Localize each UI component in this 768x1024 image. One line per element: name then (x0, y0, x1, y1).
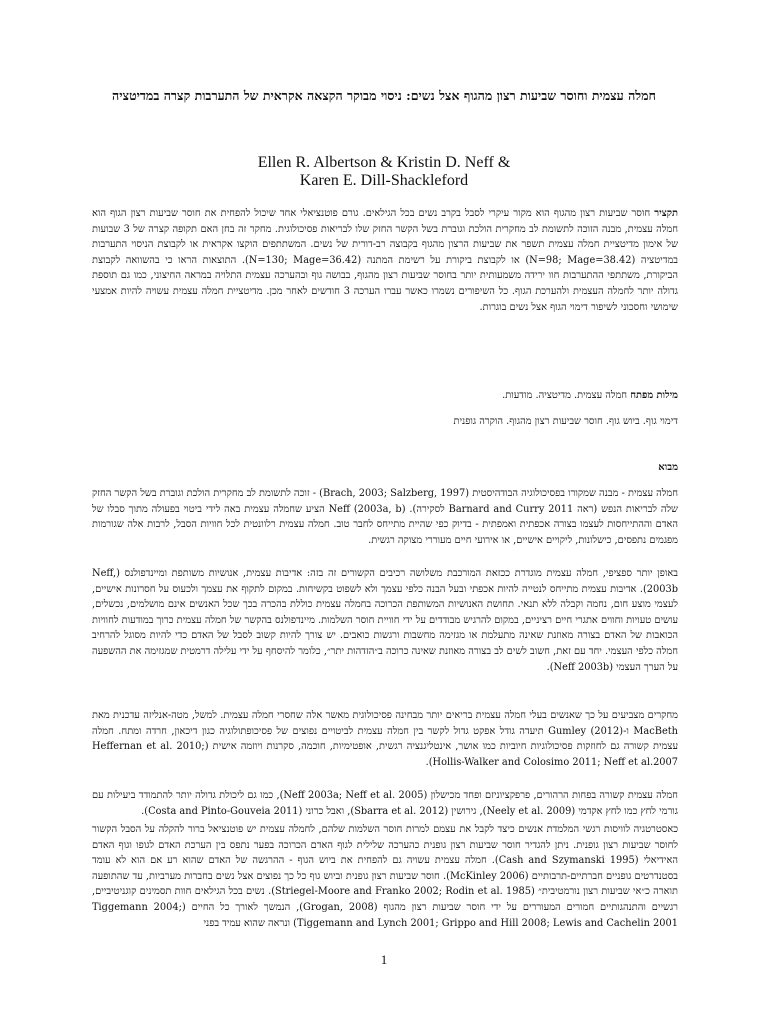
intro-heading: מבוא (658, 462, 678, 473)
page-number: 1 (380, 952, 388, 967)
keywords-continued (92, 414, 678, 434)
abstract (92, 206, 678, 366)
intro-paragraph-5: כאסטרטגיה לוויסות רגשי המלמדת אנשים כיצד לקבל את עצמם למרות חוסר השלמות שלהם, לחמלה עצמית יש פוטנציאל ברור להקלה על הסבל הקשור לחוסר שביעות רצון גופנית. ניתן להגדיר חוסר שביעות רצון גופנית כהערכה שלילית לגוף האדם הכרוכה בפער נתפס בין הערכת האדם לגופו וגוף האדם האידיאלי (Cash and Szymanski 1995). חמלה עצמית עשויה גם להפחית את ביוש הגוף - ההרגשה של האדם שהוא רע אם הוא לא עומד בסטנדרטים גופניים חברתיים-תרבותיים (McKinley 2006). חוסר שביעות רצון גופנית וביוש גוף כל כך נפוצים אצל נשים בחברות מערביות, עד שהתופעה תוארה כ״אי שביעות רצון נורמטיבית״ (Striegel-Moore and Franko 2002; Rodin et al. 1985). נשים בכל הגילאים חוות תסמינים קוגניטיביים, רגשיים והתנהגותיים חמורים המעוררים על ידי חוסר שביעות רצון מהגוף (Grogan, 2008), הנמשך לאורך כל החיים (Tiggemann 2004; Tiggemann and Lynch 2001; Grippo and Hill 2008; Lewis and Cachelin 2001) ונראה שהוא עמיד בפני (92, 824, 678, 929)
paper-title: חמלה עצמית וחוסר שביעות רצון מהגוף אצל נשים: ניסוי מבוקר הקצאה אקראית של התערבות קצרה במדיטציה (112, 88, 656, 103)
keywords-label: מילות מפתח (630, 390, 678, 401)
intro-paragraph-4: חמלה עצמית קשורה בפחות הרהורים, פרפקציוניזם ופחד מכישלון (Neff 2003a; Neff et al. 2005), כמו גם ליכולת גדולה יותר להתמודד ביעילות עם גורמי לחץ כמו לחץ אקדמי (Neely et al. 2009), גירושין (Sbarra et al. 2012), ואבל כרוני (Costa and Pinto-Gouveia 2011). (92, 790, 678, 817)
keywords (92, 388, 678, 408)
keywords-line-2: דימוי גוף. ביוש גוף. חוסר שביעות רצון מהגוף. הוקרה גופנית (453, 416, 678, 427)
author-line-1: Ellen R. Albertson & Kristin D. Neff & (257, 154, 511, 171)
intro-paragraph-1: חמלה עצמית - מבנה שמקורו בפסיכולוגיה הבודהיסטית (Brach, 2003; Salzberg, 1997) - זוכה לתשומת לב מחקרית הולכת וגוברת בשל הקשר החזק שלה לבריאות הנפש (ראה Barnard and Curry 2011 לסקירה). Neff (2003a, b) הציע שחמלה עצמית באה לידי ביטוי בפעולה מתוך סבלו של האדם וההתייחסות לעצמו בצורה אכפתית ואמפתית - בדיוק כפי שהיית מתייחס לחבר טוב. חמלה עצמית רלוונטית לכל חוויות הסבל, לרבות אלה שגורמות מפגמים נתפסים, כישלונות, ליקויים אישיים, או אירועי חיים מעוררי מצוקה רגשית. (92, 488, 678, 546)
author-line-2: Karen E. Dill-Shackleford (299, 172, 469, 189)
abstract-text: חוסר שביעות רצון מהגוף הוא מקור עיקרי לסבל בקרב נשים בכל הגילאים. גורם פוטנציאלי אחד שיכול להפחית את חוסר שביעות רצון הגוף הוא חמלה עצמית, מבנה הזוכה לתשומת לב מחקרית הולכת וגוברת בשל הקשר החזק שלו לבריאות פסיכולוגית. מחקר זה בחן האם תקופה קצרה של 3 שבועות של אימון מדיטציית חמלה עצמית תשפר את שביעות הרצון מהגוף בקבוצה רב-דורית של נשים. המשתתפים הוקצו אקראית או לקבוצת הניסוי התערבות במדיטציה (N=98; Mage=38.42) או לקבוצת ביקורת על רשימת המתנה (N=130; Mage=36.42). התוצאות הראו כי בהשוואה לקבוצת הביקורת, משתתפי ההתערבות חוו ירידה משמעותית יותר בחוסר שביעות רצון מהגוף, בבושה גוף ובהערכה עצמית התלויה במראה החיצוני, כמו גם תוספת גדולה יותר לחמלה העצמית ולהערכת הגוף. כל השיפורים נשמרו כאשר עברו הערכה 3 חודשים לאחר מכן. מדיטציית חמלה עצמית עשויה להיות אמצעי שימושי וחסכוני לשיפור דימוי הגוף אצל נשים בוגרות. (92, 208, 678, 313)
intro-paragraph-2: באופן יותר ספציפי, חמלה עצמית מוגדרת ככזאת המורכבת משלושה רכיבים הקשורים זה בזה: אדיבות עצמית, אנושיות משותפת ומיינדפולנס (Neff, 2003b). אדיבות עצמית מתייחס לנטייה להיות אכפתי ובעל הבנה כלפי עצמך ולא לשפוט בקשיחות. במקום לתקוף את עצמך ולכעוס על חסרונות אישיים, לעצמי מוצע חום, נחמה וקבלה ללא תנאי. תחושת האנושיות המשותפת הכרוכה בחמלה עצמית כוללת בהכרה בכך שכל האנשים אינם מושלמים, נכשלים, עושים טעויות וחווים אתגרי חיים רציניים, במקום להרגיש מבודדים על ידי חוויית חוסר השלמות. מיינדפולנס בהקשר של חמלה עצמית כרוך במודעות לחוויות הכואבות של האדם בצורה מאוזנת שאינה מתעלמת או מגזימה מחשבות ורגשות כואבים. יש צורך להיות קשוב לסבל של האדם כדי להיות מסוגל להרחיב חמלה כלפי העצמי. יחד עם זאת, חשוב לשים לב בצורה מאוזנת שאינה כרוכה ב״הזדהות יתר״, כלומר להיסחף על ידי עלילה דרמטית שמגזימה את ההשפעה על הערך העצמי (Neff 2003b). (92, 568, 678, 673)
keywords-line-1: חמלה עצמית. מדיטציה. מודעות. (502, 390, 628, 401)
author-list (0, 154, 768, 190)
intro-paragraph-3: מחקרים מצביעים על כך שאנשים בעלי חמלה עצמית בריאים יותר מבחינה פסיכולוגית מאשר אלה שחסרי חמלה עצמית. למשל, מטה-אנליזה עדכנית מאת MacBeth ו-Gumley (2012) תיעדה גודל אפקט גדול לקשר בין חמלה עצמית לביטויים נפוצים של פסיכופתולוגיה כגון דיכאון, חרדה ומתח. חמלה עצמית קשורה גם לחוזקות פסיכולוגיות חיוביות כמו אושר, אינטליגנציה רגשית, אופטימיות, חוכמה, סקרנות ויוזמה אישית (Heffernan et al. 2010; Hollis-Walker and Colosimo 2011; Neff et al.2007). (92, 710, 678, 768)
abstract-label: תקציר (654, 208, 678, 219)
